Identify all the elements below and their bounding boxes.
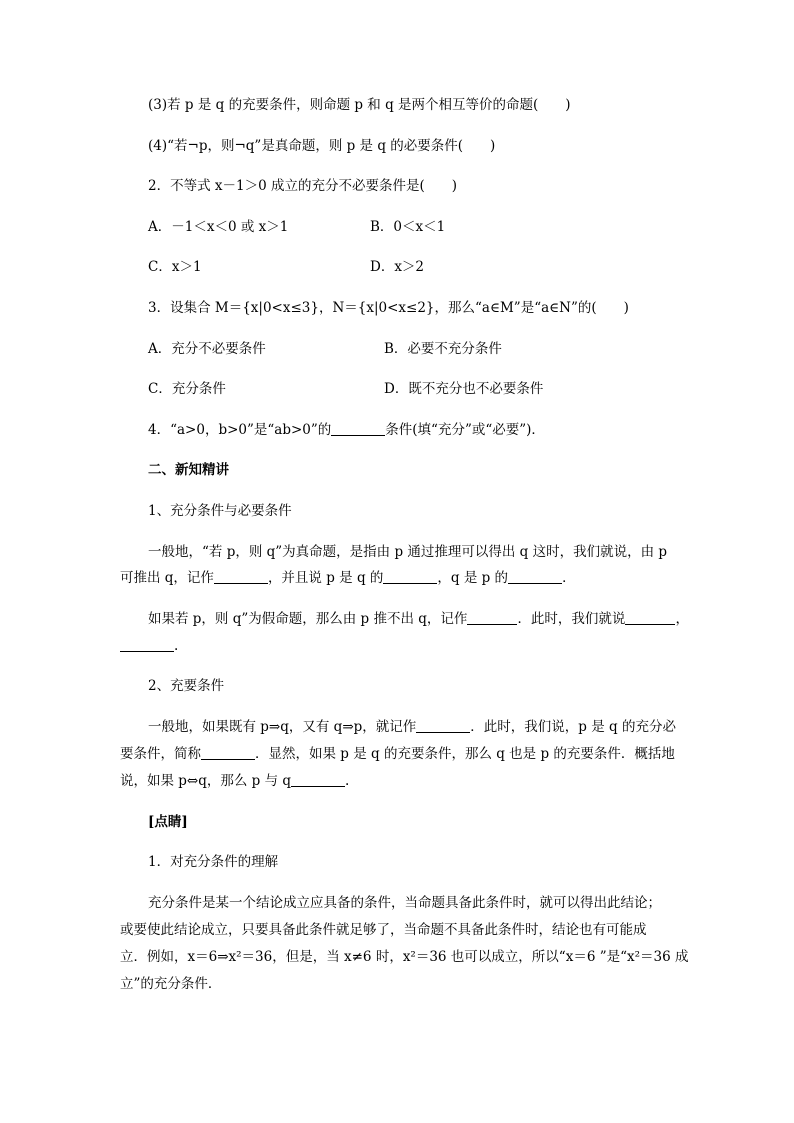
problem-4-pre: 4．“a>0，b>0”是“ab>0”的 — [148, 422, 332, 438]
item-3: (3)若 p 是 q 的充要条件，则命题 p 和 q 是两个相互等价的命题( ) — [148, 97, 571, 113]
problem-3-stem: 3．设集合 M＝{x|0<x≤3}，N＝{x|0<x≤2}，那么“a∈M”是“a∈N”的( ) — [148, 300, 629, 316]
para2-text-c: ， — [675, 611, 689, 627]
problem-3-option-a: A．充分不必要条件 — [148, 341, 266, 357]
problem-3-option-b: B．必要不充分条件 — [384, 341, 502, 357]
para2-blank-3[interactable] — [120, 637, 174, 652]
para1-line1: 一般地，“若 p，则 q”为真命题，是指由 p 通过推理可以得出 q 这时，我们就说，由 p — [148, 544, 668, 560]
subheading-2: 2、充要条件 — [148, 678, 225, 694]
para1-text-a: 可推出 q，记作 — [120, 570, 214, 586]
problem-4-post: 条件(填“充分”或“必要”)． — [385, 422, 545, 438]
para4-line1: 充分条件是某一个结论成立应具备的条件，当命题具备此条件时，就可以得出此结论； — [148, 895, 661, 911]
para3-line3 — [120, 771, 349, 791]
problem-3-option-d: D．既不充分也不必要条件 — [384, 381, 544, 397]
problem-3-option-c: C．充分条件 — [148, 381, 226, 397]
para3-line1 — [148, 717, 676, 737]
para3-line2 — [120, 744, 675, 764]
problem-2-stem: 2．不等式 x－1＞0 成立的充分不必要条件是( ) — [148, 178, 457, 194]
problem-2-option-d: D．x＞2 — [370, 259, 425, 275]
para3-text-d: ．显然，如果 p 是 q 的充要条件，那么 q 也是 p 的充要条件．概括地 — [255, 746, 675, 762]
para3-text-e: 说，如果 p⇔q，那么 p 与 q — [120, 773, 292, 789]
para1-blank-3[interactable] — [508, 569, 562, 584]
para2-blank-1[interactable] — [467, 610, 517, 625]
item-4: (4)“若¬p，则¬q”是真命题，则 p 是 q 的必要条件( ) — [148, 138, 496, 154]
problem-2-option-b: B．0＜x＜1 — [370, 219, 446, 235]
para3-blank-3[interactable] — [291, 772, 345, 787]
problem-2-option-c: C．x＞1 — [148, 259, 202, 275]
problem-2-option-a: A．－1＜x＜0 或 x＞1 — [148, 219, 289, 235]
para3-text-b: ．此时，我们说，p 是 q 的充分必 — [470, 719, 676, 735]
para1-blank-1[interactable] — [214, 569, 268, 584]
para3-blank-1[interactable] — [416, 718, 470, 733]
para2-text-a: 如果若 p，则 q”为假命题，那么由 p 推不出 q，记作 — [148, 611, 468, 627]
dianjing-label: [点睛] — [148, 814, 188, 830]
para3-blank-2[interactable] — [201, 745, 255, 760]
para4-line4: 立”的充分条件． — [120, 976, 222, 992]
para1-text-c: ，q 是 p 的 — [437, 570, 509, 586]
subheading-1: 1、充分条件与必要条件 — [148, 503, 292, 519]
para2-text-b: ．此时，我们就说 — [517, 611, 626, 627]
subheading-3: 1．对充分条件的理解 — [148, 854, 279, 870]
para2-line1 — [148, 609, 689, 629]
problem-4 — [148, 420, 545, 440]
para2-line2 — [120, 636, 178, 656]
para1-blank-2[interactable] — [383, 569, 437, 584]
para4-line3: 立．例如，x＝6⇒x²＝36，但是，当 x≠6 时，x²＝36 也可以成立，所以“x＝6 ”是“x²＝36 成 — [120, 949, 689, 965]
para3-text-f: . — [345, 773, 350, 789]
para4-line2: 或要使此结论成立，只要具备此条件就足够了，当命题不具备此条件时，结论也有可能成 — [120, 922, 647, 938]
problem-4-blank[interactable] — [331, 421, 385, 436]
para1-text-d: ． — [562, 570, 576, 586]
section-heading: 二、新知精讲 — [148, 462, 229, 478]
para1-line2 — [120, 568, 576, 588]
para1-text-b: ，并且说 p 是 q 的 — [267, 570, 384, 586]
para3-text-c: 要条件，简称 — [120, 746, 201, 762]
para2-blank-2[interactable] — [625, 610, 675, 625]
para3-text-a: 一般地，如果既有 p⇒q，又有 q⇒p，就记作 — [148, 719, 417, 735]
para2-text-d: . — [174, 638, 179, 654]
